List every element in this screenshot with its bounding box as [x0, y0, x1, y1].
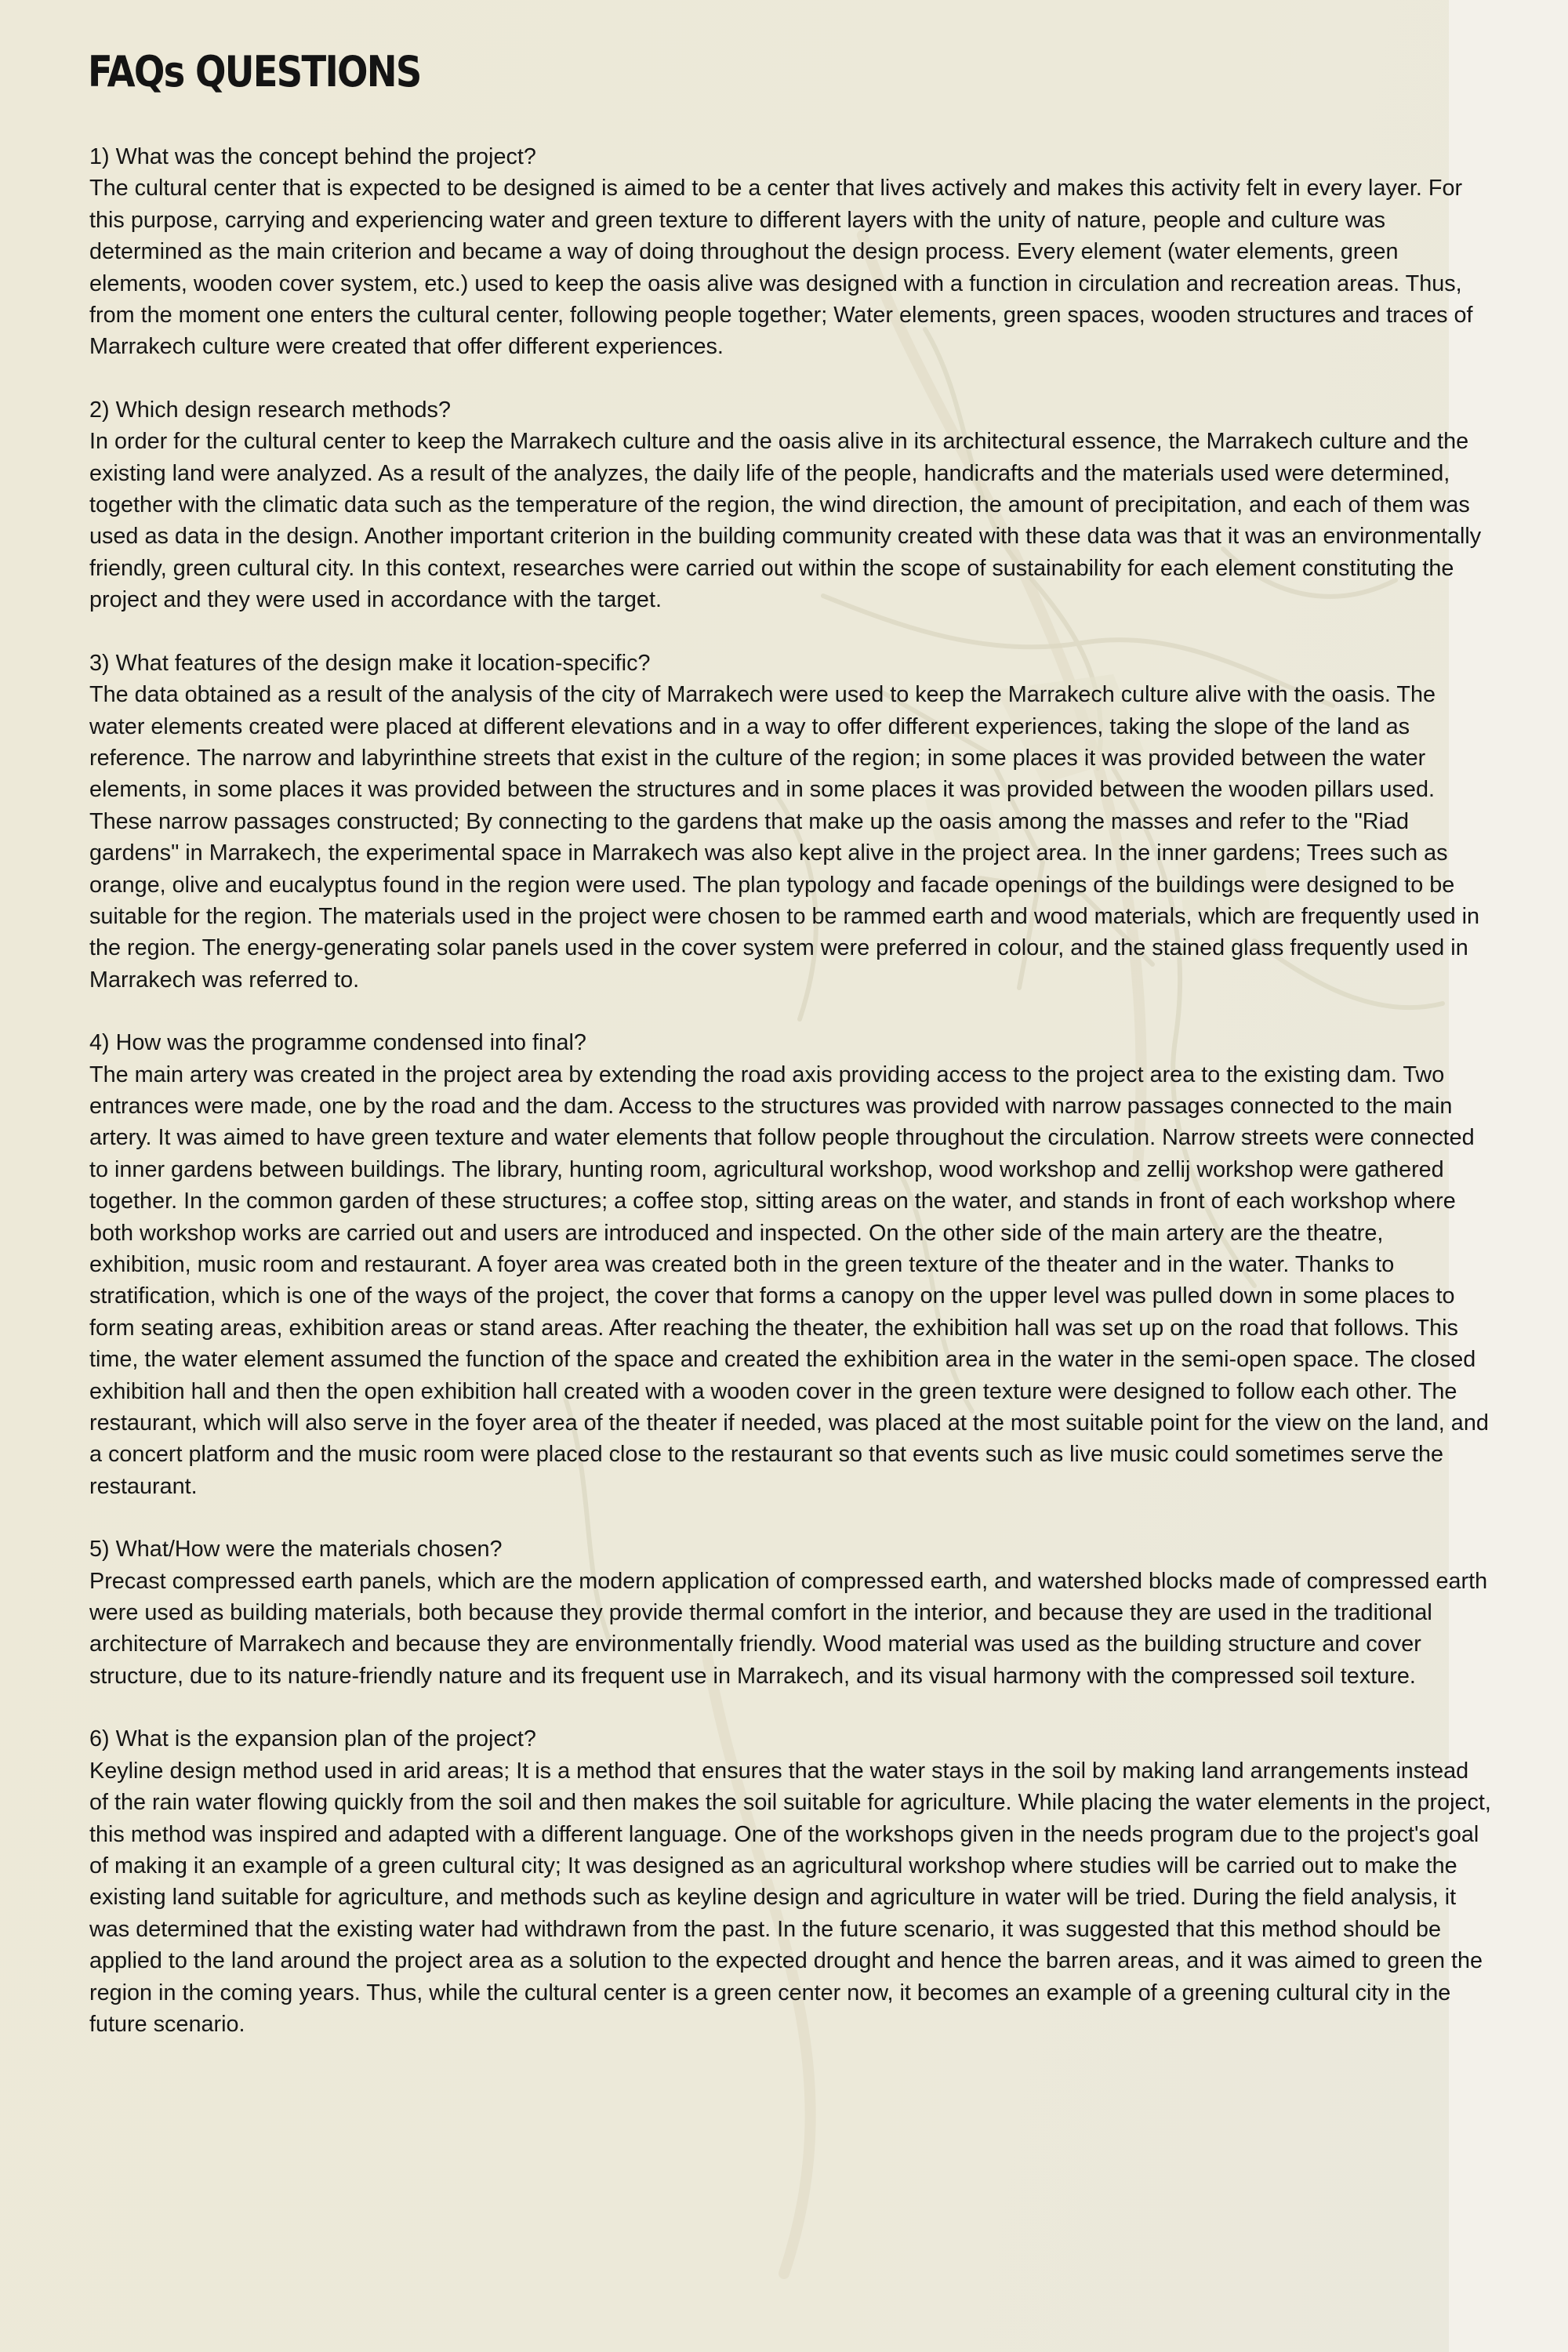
faq-item-1 — [89, 141, 1491, 363]
faq-question: 3) What features of the design make it location-specific? — [89, 650, 651, 676]
faq-answer: Precast compressed earth panels, which are the modern application of compressed earth, and watershed blocks made of compressed earth were used as building materials, both because they provide thermal comfort in the interior, and because they are used in the traditional architecture of Marrakech and because they are environmentally friendly. Wood material was used as the building structure and cover structure, due to its nature-friendly nature and its frequent use in Marrakech, and its visual harmony with the compressed soil texture. — [89, 1568, 1488, 1689]
faq-answer: The cultural center that is expected to be designed is aimed to be a center that lives actively and makes this activity felt in every layer. For this purpose, carrying and experiencing water and green texture to different layers with the unity of nature, people and culture was determined as the main criterion and became a way of doing throughout the design process. Every element (water elements, green elements, wooden cover system, etc.) used to keep the oasis alive was designed with a function in circulation and recreation areas. Thus, from the moment one enters the cultural center, following people together; Water elements, green spaces, wooden structures and traces of Marrakech culture were created that offer different experiences. — [89, 176, 1473, 360]
faq-question: 1) What was the concept behind the project? — [89, 144, 536, 169]
faq-question: 6) What is the expansion plan of the project? — [89, 1726, 536, 1752]
faq-answer: The main artery was created in the project area by extending the road axis providing access to the project area to the existing dam. Two entrances were made, one by the road and the dam. Access to the structures was provided with narrow passages connected to the main artery. It was aimed to have green texture and water elements that follow people throughout the circulation. Narrow streets were connected to inner gardens between buildings. The library, hunting room, agricultural workshop, wood workshop and zellij workshop were gathered together. In the common garden of these structures; a coffee stop, sitting areas on the water, and stands in front of each workshop where both workshop works are carried out and users are introduced and inspected. On the other side of the main artery are the theatre, exhibition, music room and restaurant. A foyer area was created both in the green texture of the theater and in the water. Thanks to stratification, which is one of the ways of the project, the cover that forms a canopy on the upper level was pulled down in some places to form seating areas, exhibition areas or stand areas. After reaching the theater, the exhibition hall was set up on the road that follows. This time, the water element assumed the function of the space and created the exhibition area in the water in the semi-open space. The closed exhibition hall and then the open exhibition hall created with a wooden cover in the green texture were designed to follow each other. The restaurant, which will also serve in the foyer area of the theater if needed, was placed at the most suitable point for the view on the land, and a concert platform and the music room were placed close to the restaurant so that events such as live music could sometimes serve the restaurant. — [89, 1062, 1489, 1499]
faq-content — [88, 41, 1491, 2071]
faq-item-6 — [89, 1723, 1491, 2040]
faq-question: 5) What/How were the materials chosen? — [89, 1537, 503, 1563]
faq-answer: The data obtained as a result of the analysis of the city of Marrakech were used to keep the Marrakech culture alive with the oasis. The water elements created were placed at different elevations and in a way to offer different experiences, taking the slope of the land as reference. The narrow and labyrinthine streets that exist in the culture of the region; in some places it was provided between the water elements, in some places it was provided between the structures and in some places it was provided between the wooden pillars used. These narrow passages constructed; By connecting to the gardens that make up the oasis among the masses and refer to the "Riad gardens" in Marrakech, the experimental space in Marrakech was also kept alive in the project area. In the inner gardens; Trees such as orange, olive and eucalyptus found in the region were used. The plan typology and facade openings of the buildings were designed to be suitable for the region. The materials used in the project were chosen to be rammed earth and wood materials, which are frequently used in the region. The energy-generating solar panels used in the cover system were preferred in colour, and the stained glass frequently used in Marrakech was referred to. — [89, 682, 1480, 993]
faq-question: 2) Which design research methods? — [89, 397, 451, 423]
faq-question: 4) How was the programme condensed into final? — [89, 1030, 586, 1056]
faq-item-4 — [89, 1027, 1491, 1502]
faq-item-5 — [89, 1534, 1491, 1692]
faq-answer: Keyline design method used in arid areas; It is a method that ensures that the water stays in the soil by making land arrangements instead of the rain water flowing quickly from the soil and then makes the soil suitable for agriculture. While placing the water elements in the project, this method was inspired and adapted with a different language. One of the workshops given in the needs program due to the project's goal of making it an example of a green cultural city; It was designed as an agricultural workshop where studies will be carried out to make the existing land suitable for agriculture, and methods such as keyline design and agriculture in water will be tried. During the field analysis, it was determined that the existing water had withdrawn from the past. In the future scenario, it was suggested that this method should be applied to the land around the project area as a solution to the expected drought and hence the barren areas, and it was aimed to green the region in the coming years. Thus, while the cultural center is a green center now, it becomes an example of a greening cultural city in the future scenario. — [89, 1758, 1491, 2037]
faq-item-2 — [89, 394, 1491, 616]
faq-answer: In order for the cultural center to keep the Marrakech culture and the oasis alive in its architectural essence, the Marrakech culture and the existing land were analyzed. As a result of the analyzes, the daily life of the people, handicrafts and the materials used were determined, together with the climatic data such as the temperature of the region, the wind direction, the amount of precipitation, and each of them was used as data in the design. Another important criterion in the building community created with these data was that it was an environmentally friendly, green cultural city. In this context, researches were carried out within the scope of sustainability for each element constituting the project and they were used in accordance with the target. — [89, 429, 1482, 613]
faq-item-3 — [89, 648, 1491, 996]
page-title: FAQs QUESTIONS — [88, 47, 421, 96]
